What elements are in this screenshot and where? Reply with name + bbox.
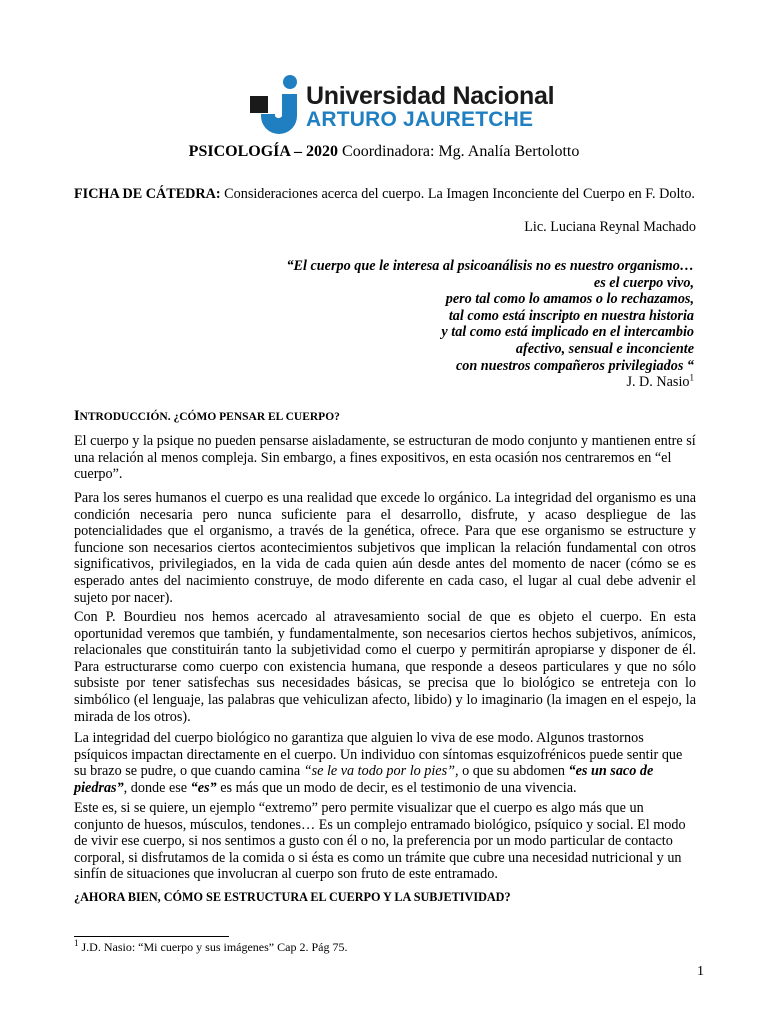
section-heading-structure: ¿AHORA BIEN, CÓMO SE ESTRUCTURA EL CUERPO Y LA SUBJETIVIDAD? bbox=[74, 890, 511, 904]
ficha-label: FICHA DE CÁTEDRA: bbox=[74, 186, 221, 202]
unaj-logo-icon bbox=[248, 74, 308, 134]
footnote bbox=[74, 940, 347, 955]
ficha-title bbox=[74, 186, 696, 203]
paragraph-2: Para los seres humanos el cuerpo es una realidad que excede lo orgánico. La integridad del organismo es una condición necesaria pero nunca suficiente para el desarrollo, disfrute, y acaso despliegue de las potencialidades que el organismo, a través de la genética, ofrece. Para que ese organismo se estructure y funcione son necesarios ciertos acontecimientos subjetivos que implican la relación fundamental con otros significativos, privilegiados, en la vida de cada quien aún desde antes del momento de nacer (cómo se es esperado antes del nacimiento construye, de modo diferente en cada caso, el lugar al cual debe advenir el sujeto por nacer). bbox=[74, 490, 696, 606]
epigraph-line: es el cuerpo vivo, bbox=[593, 274, 694, 291]
epigraph-line: con nuestros compañeros privilegiados “ bbox=[455, 357, 694, 374]
p4-text: es más que un modo de decir, es el testimonio de una vivencia. bbox=[216, 779, 577, 796]
heading-end: ÓMO PENSAR EL CUERPO? bbox=[187, 411, 340, 423]
epigraph-line: afectivo, sensual e inconciente bbox=[515, 340, 694, 357]
paragraph-3: Con P. Bourdieu nos hemos acercado al atravesamiento social de que es objeto el cuerpo. En esta oportunidad veremos que también, y fundamentalmente, son necesarios ciertos hechos subjetivos, anímicos, relacionales que constituirán tanto la subjetividad como el cuerpo y permitirán apropiarse y disponer de él. Para estructurarse como cuerpo con existencia humana, que responde a deseos particulares y que no sólo subsiste por tener satisfechas sus necesidades básicas, se precisa que lo biológico se entreteja con lo simbólico (el lenguaje, las palabras que vehiculizan afecto, libido) y lo imaginario (la imagen en el espejo, la mirada de los otros). bbox=[74, 609, 696, 725]
footnote-separator bbox=[74, 936, 229, 937]
p4-text: , donde ese bbox=[123, 779, 191, 796]
paragraph-5: Este es, si se quiere, un ejemplo “extremo” pero permite visualizar que el cuerpo es algo más que un conjunto de huesos, músculos, tendones… Es un complejo entramado biológico, psíquico y social. El modo de vivir ese cuerpo, si nos sentimos a gusto con él o no, la preferencia por un modo particular de contacto corporal, si disfrutamos de la comida o si ésta es como un trámite que cubre una necesidad nutricional y un sinfín de situaciones que involucran al cuerpo son fruto de este entramado. bbox=[74, 800, 686, 883]
epigraph-line: tal como está inscripto en nuestra historia bbox=[448, 307, 694, 324]
course-coordinator: Coordinadora: Mg. Analía Bertolotto bbox=[338, 143, 580, 160]
heading-middle: NTRODUCCIÓN. ¿C bbox=[79, 411, 188, 423]
heading-initial: I bbox=[74, 408, 80, 424]
ficha-author: Lic. Luciana Reynal Machado bbox=[524, 219, 696, 235]
paragraph-4 bbox=[74, 730, 696, 796]
course-subject: PSICOLOGÍA – bbox=[188, 143, 307, 160]
section-heading-introduction bbox=[74, 408, 696, 426]
epigraph bbox=[286, 258, 694, 391]
footnote-mark: 1 bbox=[74, 938, 79, 948]
p4-text: , o que su abdomen bbox=[455, 763, 569, 780]
epigraph-author-name: J. D. Nasio bbox=[626, 374, 690, 391]
p4-quote-1: “se le va todo por lo pies” bbox=[303, 763, 456, 780]
logo-text-line1: Universidad Nacional bbox=[306, 82, 555, 110]
ficha-title-text: Consideraciones acerca del cuerpo. La Imagen Inconciente del Cuerpo en F. Dolto. bbox=[220, 186, 695, 202]
footnote-text: J.D. Nasio: “Mi cuerpo y sus imágenes” Cap 2. Pág 75. bbox=[78, 940, 348, 954]
epigraph-author bbox=[286, 374, 694, 391]
epigraph-line: y tal como está implicado en el intercambio bbox=[441, 324, 694, 341]
university-logo bbox=[242, 66, 555, 138]
logo-text-line2: ARTURO JAURETCHE bbox=[306, 108, 534, 131]
epigraph-line: “El cuerpo que le interesa al psicoanálisis no es nuestro organismo… bbox=[286, 258, 694, 274]
p4-quote-3: “es” bbox=[190, 779, 217, 796]
page-number: 1 bbox=[697, 964, 704, 979]
p4-quote-2: “es un saco de piedras” bbox=[74, 763, 654, 796]
p4-text: La integridad del cuerpo biológico no garantiza que alguien lo viva de ese modo. Algunos trastornos psíquicos impactan directamente en el cuerpo. Un individuo con síntomas esquizofrénicos puede sentir que su brazo se pudre, o que cuando camina bbox=[74, 730, 683, 780]
course-header bbox=[0, 143, 768, 161]
course-year: 2020 bbox=[306, 143, 339, 160]
footnote-reference[interactable]: 1 bbox=[689, 372, 694, 383]
epigraph-line: pero tal como lo amamos o lo rechazamos, bbox=[445, 291, 694, 308]
paragraph-1: El cuerpo y la psique no pueden pensarse aisladamente, se estructuran de modo conjunto y mantienen entre sí una relación al menos compleja. Sin embargo, a fines expositivos, en esta ocasión nos centraremos en “el cuerpo”. bbox=[74, 433, 696, 483]
